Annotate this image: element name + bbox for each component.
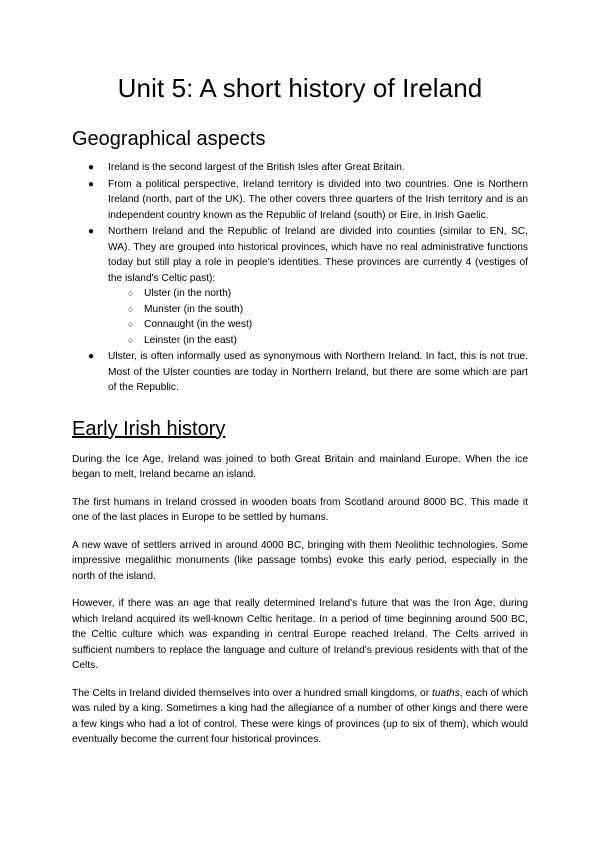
circle-bullet-icon: ○ [128,319,134,329]
sub-list-item [108,333,528,349]
section-heading-geographical-aspects: Geographical aspects [72,128,266,150]
paragraph: During the Ice Age, Ireland was joined to both Great Britain and mainland Europe. When the ice began to melt, Ireland became an island. [72,453,528,480]
paragraph: The first humans in Ireland crossed in wooden boats from Scotland around 8000 BC. This made it one of the last places in Europe to be settled by humans. [72,496,528,523]
bullet-icon: ● [88,178,95,190]
paragraph-text: The Celts in Ireland divided themselves into over a hundred small kingdoms, or [72,687,433,699]
paragraph: However, if there was an age that really determined Ireland's future that was the Iron Age, during which Ireland acquired its well-known Celtic heritage. In a period of time beginning around 500 BC, the Celtic culture which was expanding in central Europe reached Ireland. The Celts arrived in sufficient numbers to replace the language and culture of Ireland's previous residents with that of the Celts. [72,598,528,671]
list-item-text: From a political perspective, Ireland territory is divided into two countries. One is Northern Ireland (north, part of the UK). The other covers three quarters of the Irish territory and is an independent country known as the Republic of Ireland (south) or Eire, in Irish Gaelic. [108,178,528,221]
province-munster: Munster (in the south) [144,303,244,315]
list-item [72,177,528,224]
list-item-text: Northern Ireland and the Republic of Ireland are divided into counties (similar to EN, SC, WA). They are grouped into historical provinces, which have no real administrative functions today but still play a role in people's identities. These provinces are currently 4 (vestiges of the island's Celtic past): [108,226,528,284]
italic-term-tuaths: tuaths [432,687,460,699]
page-title: Unit 5: A short history of Ireland [117,73,483,103]
geography-bullet-list [72,160,528,396]
bullet-icon: ● [88,162,95,173]
list-item [72,160,528,176]
provinces-sub-list [108,286,528,348]
paragraph: A new wave of settlers arrived in around 4000 BC, bringing with them Neolithic technologies. Some impressive megalithic monuments (like passage tombs) evoke this early period, especially in the north of the island. [72,539,528,582]
list-item [72,349,528,396]
sub-list-item [108,302,528,318]
circle-bullet-icon: ○ [128,334,134,345]
list-item [72,224,528,348]
sub-list-item [108,286,528,302]
paragraph-tuaths [72,686,528,748]
section-heading-early-irish-history: Early Irish history [72,417,226,440]
list-item-text: Ulster, is often informally used as synonymous with Northern Ireland. In fact, this is not true. Most of the Ulster counties are today in Northern Ireland, but there are some which are part of the Republic. [108,351,528,393]
bullet-icon: ● [88,226,95,237]
paragraph-text: , each of which was ruled by a king. Sometimes a king had the allegiance of a number of other kings and there were a few kings who had a lot of control. These were kings of provinces (up to six of them), which would eventually become the current four historical provinces. [72,687,528,745]
province-ulster: Ulster (in the north) [144,288,232,299]
circle-bullet-icon: ○ [128,288,134,298]
circle-bullet-icon: ○ [128,303,134,314]
province-leinster: Leinster (in the east) [144,334,237,346]
list-item-text: Ireland is the second largest of the British Isles after Great Britain. [108,162,405,173]
sub-list-item [108,317,528,333]
bullet-icon: ● [88,351,95,362]
province-connaught: Connaught (in the west) [144,319,253,330]
